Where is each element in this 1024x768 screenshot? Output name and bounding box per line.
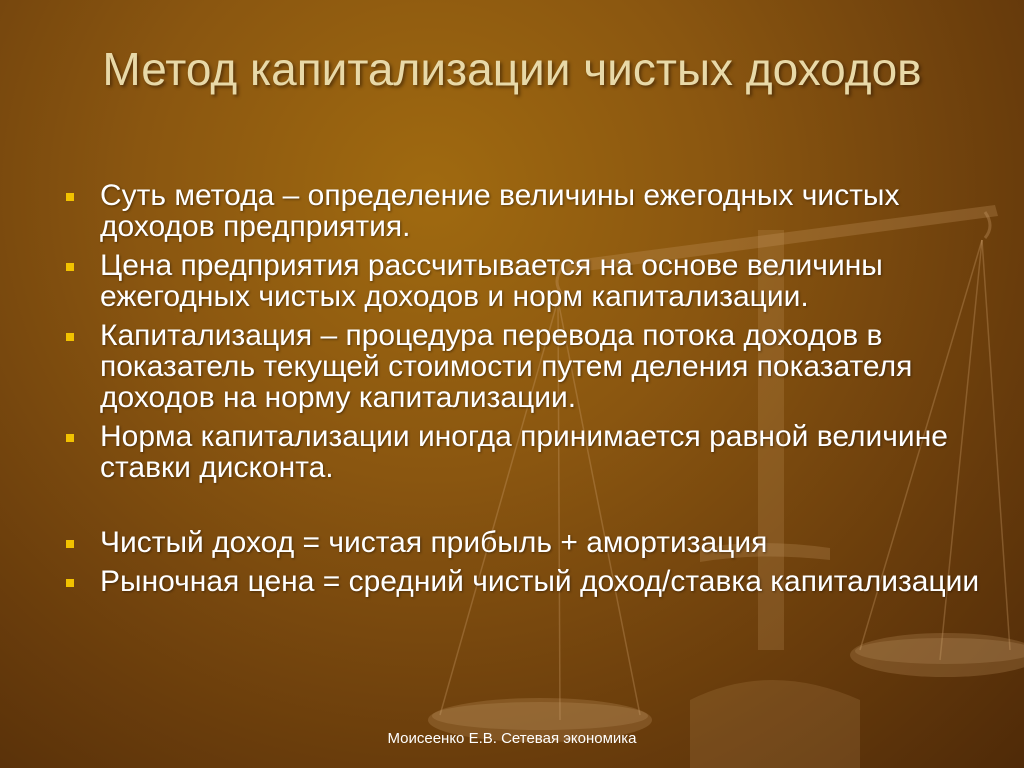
list-item <box>60 180 980 242</box>
bullet-marker-icon <box>66 434 74 442</box>
list-item <box>60 250 980 312</box>
slide-title: Метод капитализации чистых доходов <box>102 43 922 95</box>
list-item <box>60 566 980 597</box>
bullet-text: Капитализация – процедура перевода потока доходов в показатель текущей стоимости путем деления показателя доходов на норму капитализации. <box>100 319 913 414</box>
footer-text: Моисеенко Е.В. Сетевая экономика <box>387 730 637 747</box>
list-item <box>60 421 980 483</box>
bullet-text: Рыночная цена = средний чистый доход/ставка капитализации <box>100 565 980 598</box>
bullet-marker-icon <box>66 333 74 341</box>
bullet-marker-icon <box>66 263 74 271</box>
bullet-text: Суть метода – определение величины ежегодных чистых доходов предприятия. <box>100 179 900 243</box>
bullet-marker-icon <box>66 193 74 201</box>
list-item <box>60 527 980 558</box>
bullet-text: Цена предприятия рассчитывается на основе величины ежегодных чистых доходов и норм капитализации. <box>100 249 883 313</box>
bullet-marker-icon <box>66 579 74 587</box>
bullet-text: Чистый доход = чистая прибыль + амортизация <box>100 526 768 559</box>
bullet-text: Норма капитализации иногда принимается равной величине ставки дисконта. <box>100 420 948 484</box>
list-item <box>60 320 980 413</box>
bullet-marker-icon <box>66 540 74 548</box>
bullet-list <box>60 180 980 605</box>
